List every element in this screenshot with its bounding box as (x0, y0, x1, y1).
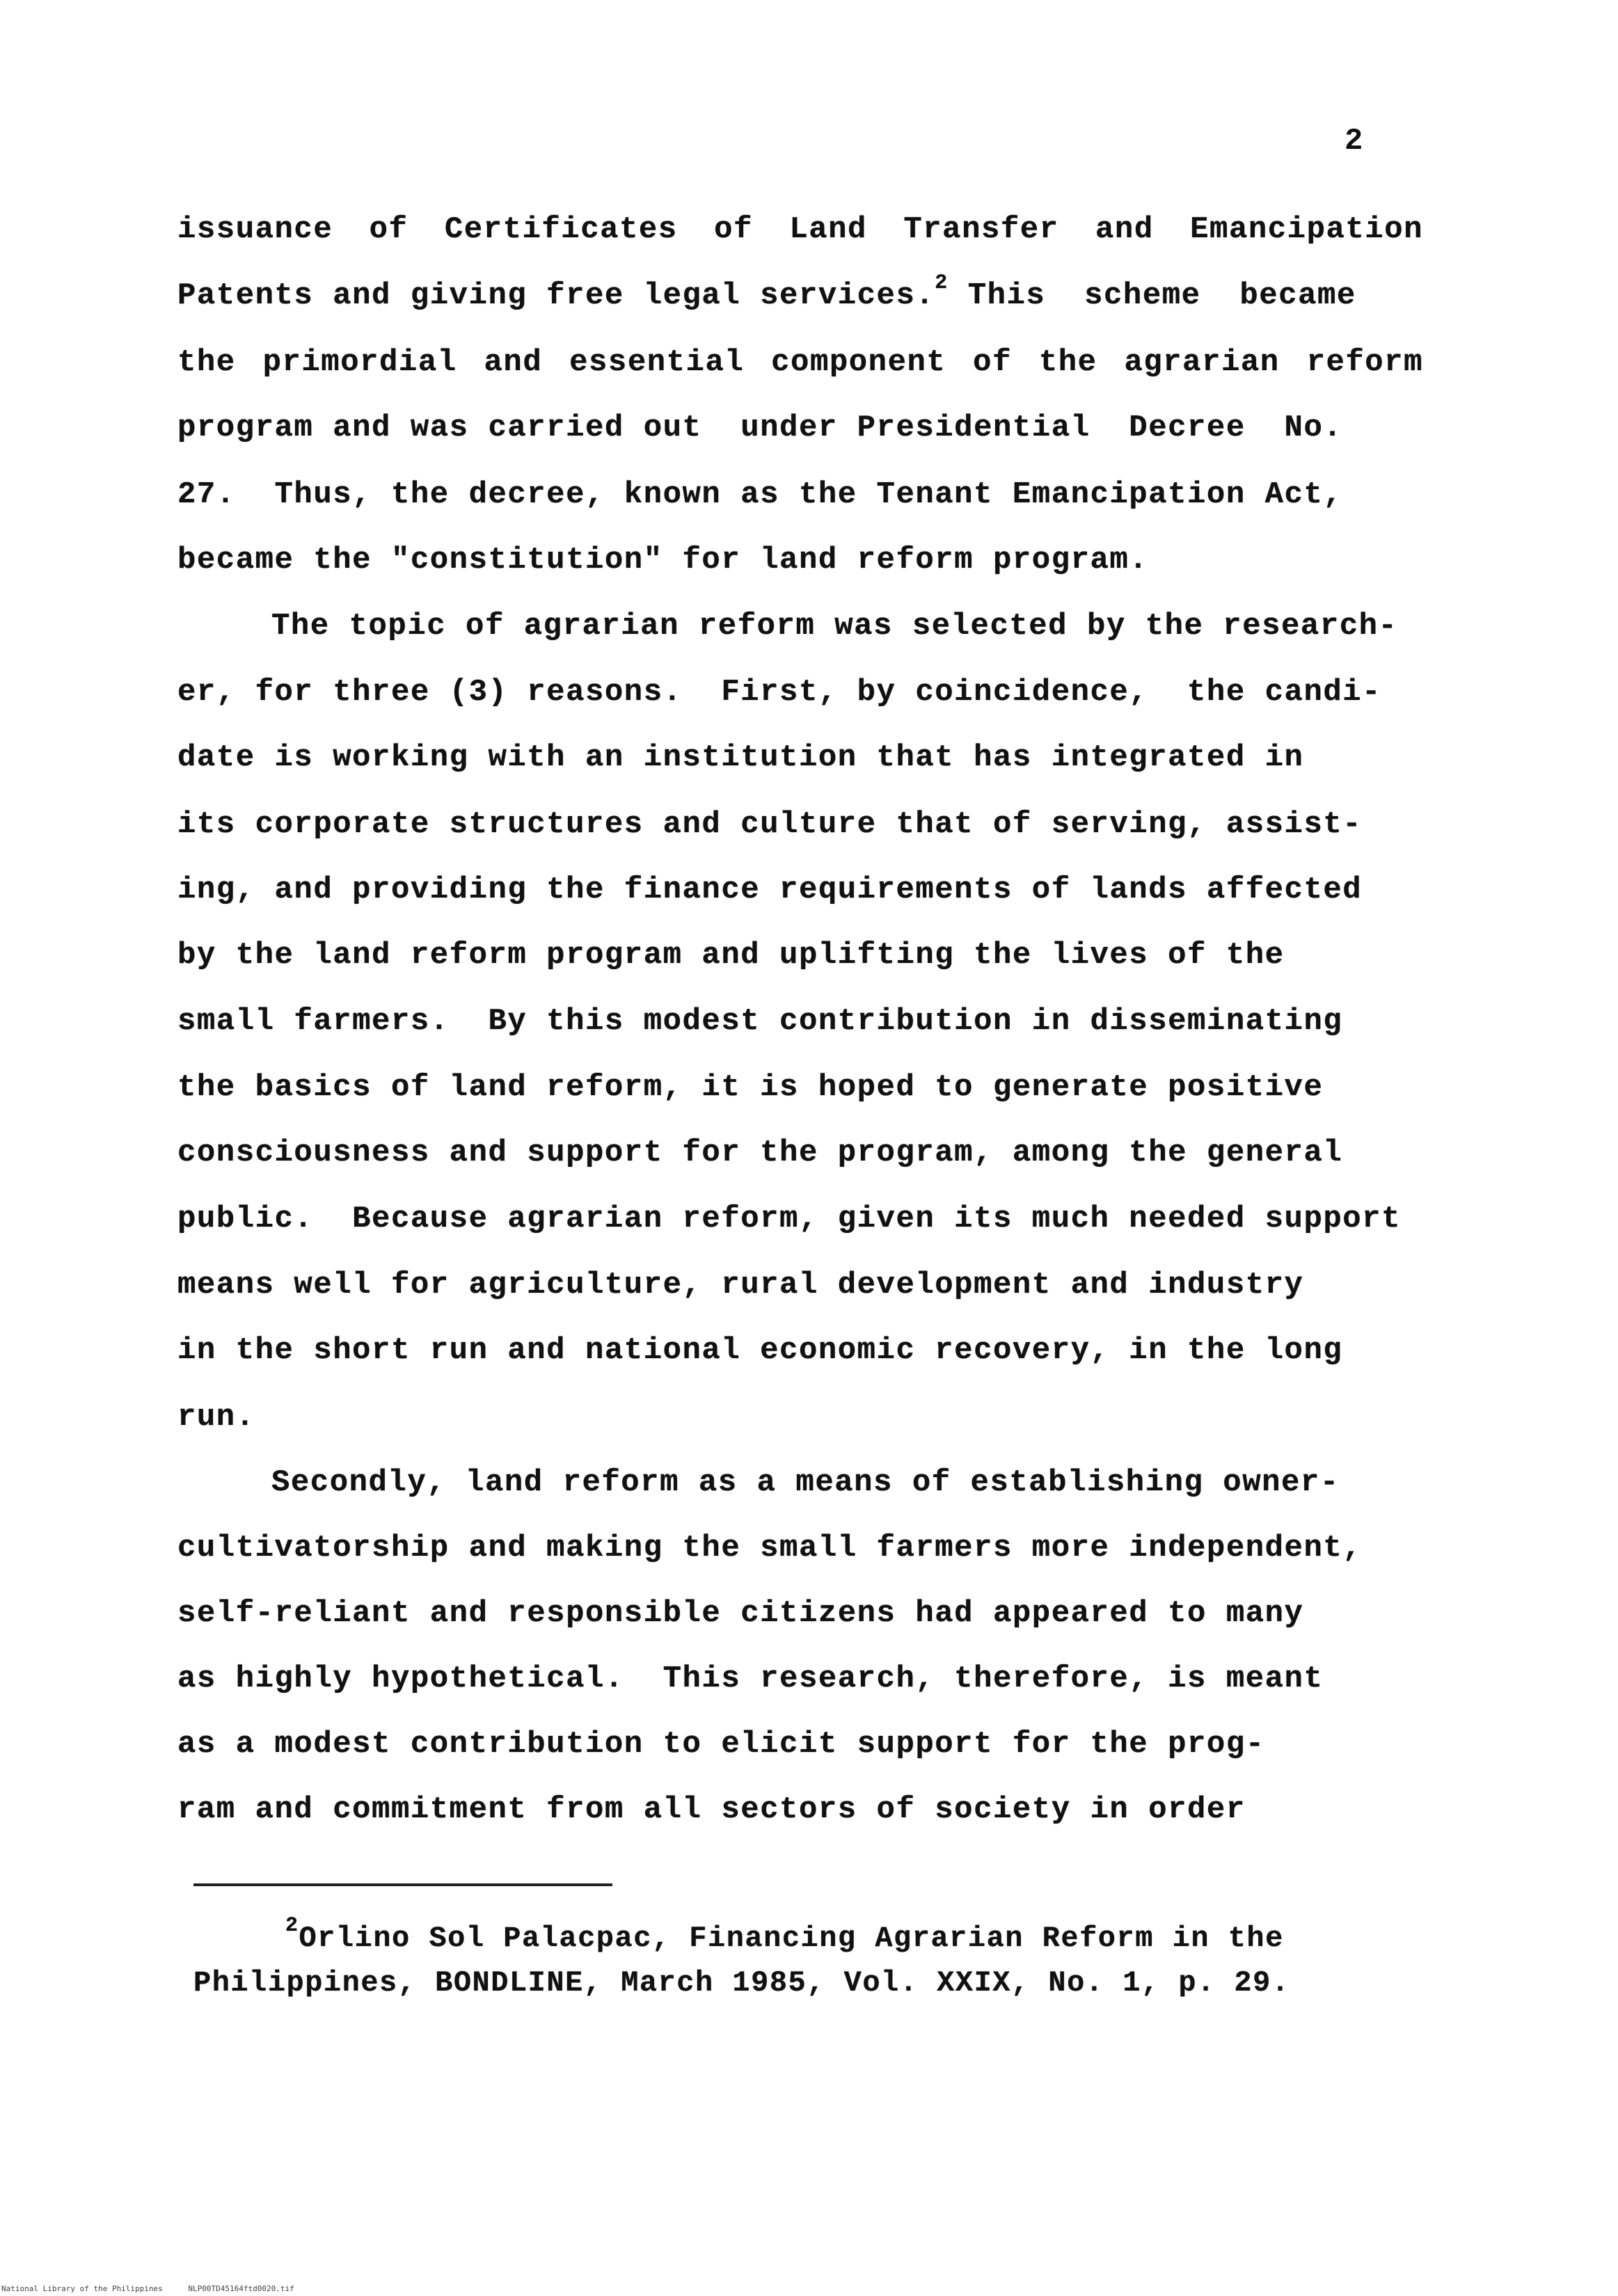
text-line: cultivatorship and making the small farmers more independent, (177, 1531, 1363, 1565)
scan-footer (1, 2284, 315, 2293)
text-line: its corporate structures and culture that of serving, assist- (177, 807, 1363, 842)
text-line: program and was carried out under Presidential Decree No. (177, 410, 1343, 445)
text-line: issuance of Certificates of Land Transfer and Emancipation (177, 212, 1423, 247)
text-line: The topic of agrarian reform was selected by the research- (271, 609, 1398, 644)
file-name: NLP00TD45164ftd0020.tif (188, 2284, 294, 2293)
text-line: run. (177, 1400, 255, 1435)
text-line: small farmers. By this modest contribution in disseminating (177, 1004, 1343, 1039)
text-line: means well for agriculture, rural development and industry (177, 1268, 1304, 1302)
text-line: as a modest contribution to elicit support for the prog- (177, 1727, 1265, 1762)
text-line: the basics of land reform, it is hoped to generate positive (177, 1070, 1324, 1105)
footnote-divider (193, 1883, 612, 1886)
text-line: Patents and giving free legal services.$^2$ This scheme became (177, 271, 1356, 313)
footnote-marker: 2 (285, 1914, 299, 1938)
text-line: public. Because agrarian reform, given its much needed support (177, 1202, 1401, 1236)
text-line: 27. Thus, the decree, known as the Tenant Emancipation Act, (177, 477, 1343, 512)
text-line: ing, and providing the finance requirements of lands affected (177, 872, 1363, 907)
text-line: the primordial and essential component of the agrarian reform (177, 345, 1423, 380)
text-line: by the land reform program and uplifting the lives of the (177, 938, 1285, 973)
footnote-line: $^2$Orlino Sol Palacpac, Financing Agrarian Reform in the (285, 1914, 1284, 1955)
text-line: Secondly, land reform as a means of establishing owner- (271, 1465, 1340, 1500)
text-line: self-reliant and responsible citizens had appeared to many (177, 1596, 1304, 1631)
footnote-reference: 2 (935, 271, 949, 295)
text-line: became the "constitution" for land reform program. (177, 543, 1149, 577)
library-name: National Library of the Philippines (1, 2284, 163, 2293)
text-line: ram and commitment from all sectors of society in order (177, 1792, 1246, 1827)
page-number: 2 (1345, 124, 1363, 159)
text-line: er, for three (3) reasons. First, by coincidence, the candi- (177, 675, 1382, 710)
text-line: as highly hypothetical. This research, therefore, is meant (177, 1661, 1324, 1696)
text-line: date is working with an institution that has integrated in (177, 740, 1304, 775)
footnote-line: Philippines, BONDLINE, March 1985, Vol. XXIX, No. 1, p. 29. (193, 1966, 1290, 2000)
text-line: in the short run and national economic recovery, in the long (177, 1333, 1343, 1368)
text-line: consciousness and support for the program, among the general (177, 1135, 1343, 1170)
